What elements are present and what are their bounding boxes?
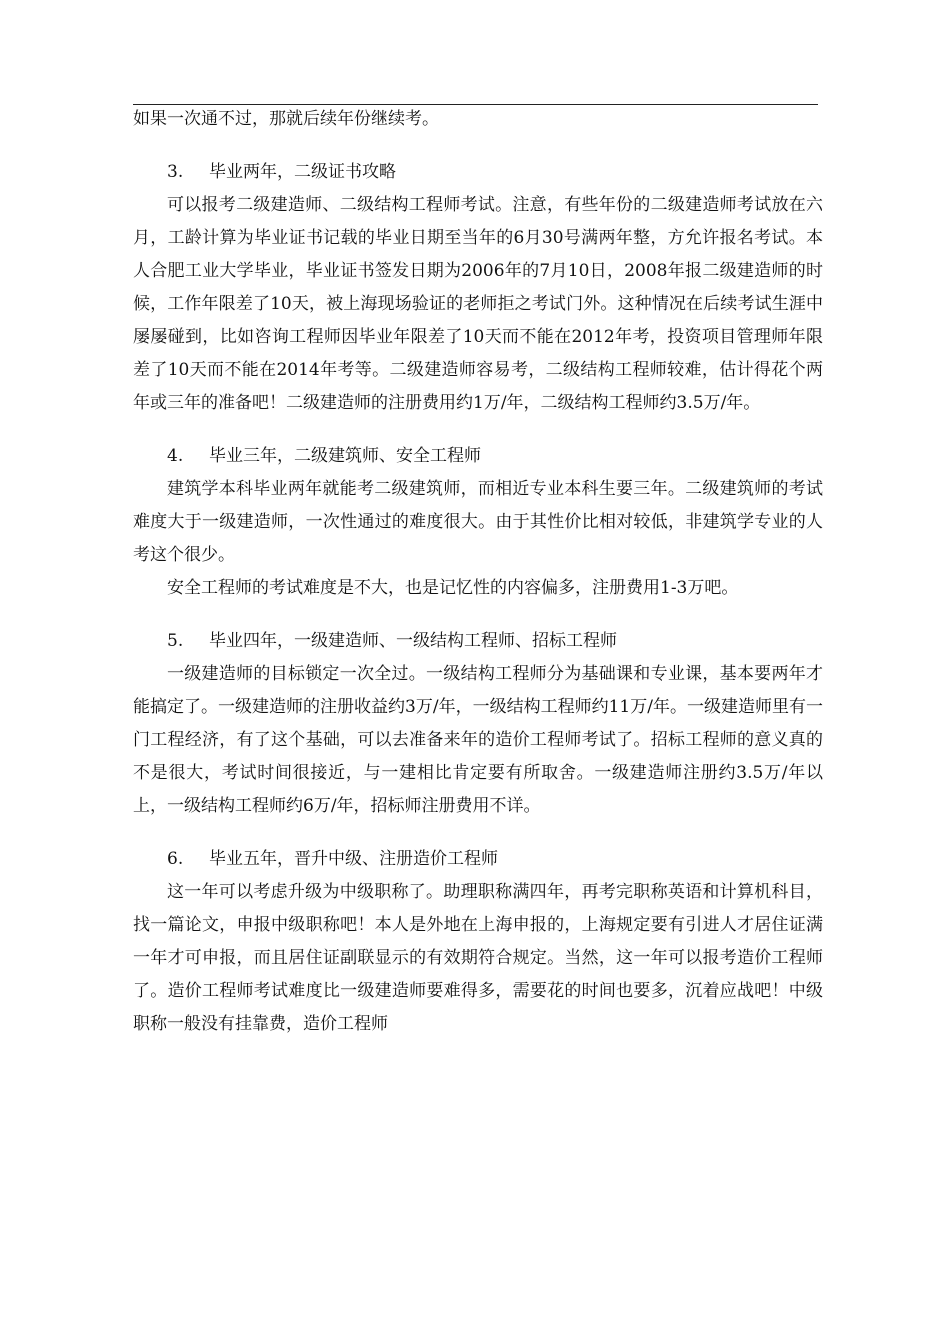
section-5-number: 5. [167, 631, 184, 651]
section-3-paragraph-1: 可以报考二级建造师、二级结构工程师考试。注意，有些年份的二级建造师考试放在六月，工龄计算为毕业证书记载的毕业日期至当年的6月30号满两年整，方允许报名考试。本人合肥工业大学毕业，毕业证书签发日期为2006年的7月10日，2008年报二级建造师的时候，工作年限差了10天，被上海现场验证的老师拒之考试门外。这种情况在后续考试生涯中屡屡碰到，比如咨询工程师因毕业年限差了10天而不能在2012年考，投资项目管理师年限差了10天而不能在2014年考等。二级建造师容易考，二级结构工程师较难，估计得花个两年或三年的准备吧！二级建造师的注册费用约1万/年，二级结构工程师约3.5万/年。 [133, 195, 823, 413]
section-6-title: 毕业五年，晋升中级、注册造价工程师 [209, 849, 498, 869]
section-5-paragraph-1: 一级建造师的目标锁定一次全过。一级结构工程师分为基础课和专业课，基本要两年才能搞定了。一级建造师的注册收益约3万/年，一级结构工程师约11万/年。一级建造师里有一门工程经济，有了这个基础，可以去准备来年的造价工程师考试了。招标工程师的意义真的不是很大，考试时间很接近，与一建相比肯定要有所取舍。一级建造师注册约3.5万/年以上，一级结构工程师约6万/年，招标师注册费用不详。 [133, 664, 823, 816]
section-4-heading [133, 440, 823, 473]
document-body [133, 103, 823, 1041]
section-3-title: 毕业两年，二级证书攻略 [209, 162, 396, 182]
section-6-heading [133, 843, 823, 876]
section-4-paragraph-1: 建筑学本科毕业两年就能考二级建筑师，而相近专业本科生要三年。二级建筑师的考试难度大于一级建造师，一次性通过的难度很大。由于其性价比相对较低，非建筑学专业的人考这个很少。 [133, 479, 823, 565]
intro-tail-paragraph: 如果一次通不过，那就后续年份继续考。 [133, 109, 439, 129]
section-6-paragraph-1: 这一年可以考虑升级为中级职称了。助理职称满四年，再考完职称英语和计算机科目，找一篇论文，申报中级职称吧！本人是外地在上海申报的，上海规定要有引进人才居住证满一年才可申报，而且居住证副联显示的有效期符合规定。当然，这一年可以报考造价工程师了。造价工程师考试难度比一级建造师要难得多，需要花的时间也要多，沉着应战吧！中级职称一般没有挂靠费，造价工程师 [133, 882, 823, 1034]
section-3-number: 3. [167, 162, 184, 182]
section-5-title: 毕业四年，一级建造师、一级结构工程师、招标工程师 [209, 631, 617, 651]
section-3-heading [133, 156, 823, 189]
section-6-number: 6. [167, 849, 184, 869]
section-4-title: 毕业三年，二级建筑师、安全工程师 [209, 446, 481, 466]
section-5-heading [133, 625, 823, 658]
section-4-paragraph-2: 安全工程师的考试难度是不大，也是记忆性的内容偏多，注册费用1-3万吧。 [167, 578, 739, 598]
section-4-number: 4. [167, 446, 184, 466]
